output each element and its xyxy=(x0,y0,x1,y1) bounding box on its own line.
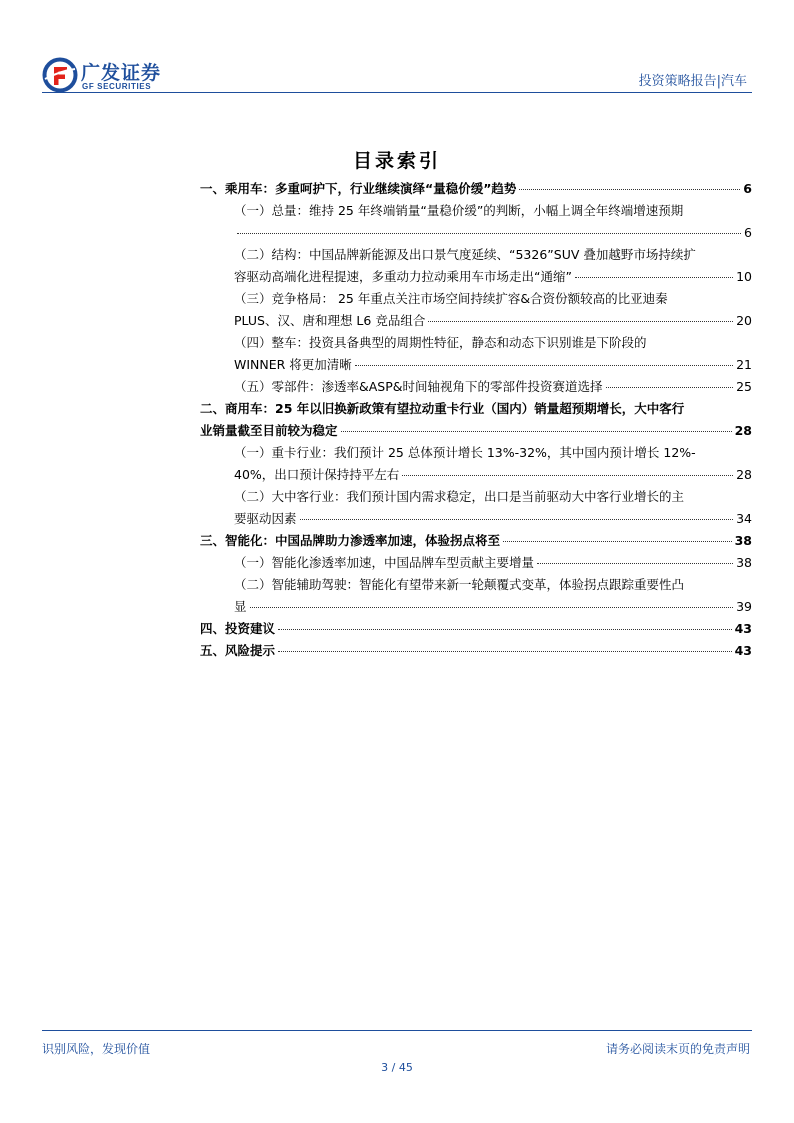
header-divider xyxy=(42,92,752,93)
footer-disclaimer: 请务必阅读末页的免责声明 xyxy=(605,1042,750,1056)
toc-page-number: 10 xyxy=(736,269,752,284)
toc-entry[interactable] xyxy=(200,244,752,288)
toc-entry-text: （一）总量：维持 25 年终端销量“量稳价缓”的判断，小幅上调全年终端增速预期 xyxy=(234,203,684,218)
toc-entry-text: 业销量截至目前较为稳定 xyxy=(200,423,338,438)
toc-entry[interactable] xyxy=(200,574,752,618)
toc-entry[interactable] xyxy=(200,442,752,486)
toc-entry-text: 显 xyxy=(234,599,247,614)
toc-entry-text: 容驱动高端化进程提速，多重动力拉动乘用车市场走出“通缩” xyxy=(234,269,572,284)
toc-title: 目录索引 xyxy=(352,150,441,172)
toc-entry-text: PLUS、汉、唐和理想 L6 竞品组合 xyxy=(234,313,426,328)
toc-entry-text: 五、风险提示 xyxy=(200,643,276,658)
toc-page-number: 20 xyxy=(736,313,752,328)
toc-dot-leader xyxy=(300,519,734,520)
gf-securities-logo xyxy=(42,57,172,93)
toc-dot-leader xyxy=(250,607,734,608)
toc-entry-text: 一、乘用车：多重呵护下，行业继续演绎“量稳价缓”趋势 xyxy=(200,181,517,196)
toc-page-number: 38 xyxy=(734,533,752,548)
toc-entry[interactable] xyxy=(200,640,752,662)
toc-dot-leader xyxy=(503,541,732,542)
toc-dot-leader xyxy=(237,233,741,234)
footer-divider xyxy=(42,1030,752,1031)
toc-entry[interactable] xyxy=(200,200,752,244)
toc-entry[interactable] xyxy=(200,332,752,376)
toc-entry-text: （二）智能辅助驾驶：智能化有望带来新一轮颠覆式变革，体验拐点跟踪重要性凸 xyxy=(234,577,685,592)
toc-page-number: 6 xyxy=(744,225,752,240)
toc-entry-text: 40%，出口预计保持持平左右 xyxy=(234,467,400,482)
toc-dot-leader xyxy=(402,475,733,476)
toc-entry-text: 三、智能化：中国品牌助力渗透率加速，体验拐点将至 xyxy=(200,533,501,548)
toc-entry[interactable] xyxy=(200,486,752,530)
toc-page-number: 43 xyxy=(734,621,752,636)
toc-entry[interactable] xyxy=(200,530,752,552)
toc-page-number: 28 xyxy=(734,423,752,438)
toc-page-number: 21 xyxy=(736,357,752,372)
report-category: 投资策略报告|汽车 xyxy=(638,74,747,89)
toc-entry-text: （三）竞争格局： 25 年重点关注市场空间持续扩容&合资份额较高的比亚迪秦 xyxy=(234,291,668,306)
toc-page-number: 25 xyxy=(736,379,752,394)
toc-entry-text: （四）整车：投资具备典型的周期性特征，静态和动态下识别谁是下阶段的 xyxy=(234,335,647,350)
toc-entry-text: （一）智能化渗透率加速，中国品牌车型贡献主要增量 xyxy=(234,555,535,570)
page-header xyxy=(0,0,794,100)
toc-entry[interactable] xyxy=(200,288,752,332)
toc-entry[interactable] xyxy=(200,398,752,442)
toc-entry-text: （五）零部件：渗透率&ASP&时间轴视角下的零部件投资赛道选择 xyxy=(234,379,603,394)
toc-page-number: 38 xyxy=(736,555,752,570)
logo-english-name: GF SECURITIES xyxy=(82,82,152,91)
toc-entry-text: WINNER 将更加清晰 xyxy=(234,357,352,372)
toc-dot-leader xyxy=(428,321,733,322)
toc-entry-text: （二）大中客行业：我们预计国内需求稳定，出口是当前驱动大中客行业增长的主 xyxy=(234,489,685,504)
toc-entry-text: 二、商用车：25 年以旧换新政策有望拉动重卡行业（国内）销量超预期增长，大中客行 xyxy=(200,401,685,416)
toc-dot-leader xyxy=(278,651,732,652)
toc-entry[interactable] xyxy=(200,376,752,398)
toc-entry-text: 四、投资建议 xyxy=(200,621,276,636)
page-number: 3 / 45 xyxy=(381,1061,413,1074)
toc-page-number: 39 xyxy=(736,599,752,614)
toc-dot-leader xyxy=(355,365,733,366)
footer-slogan: 识别风险，发现价值 xyxy=(42,1042,151,1056)
toc-dot-leader xyxy=(606,387,734,388)
gf-logo-icon xyxy=(42,57,78,93)
toc-page-number: 43 xyxy=(734,643,752,658)
toc-dot-leader xyxy=(341,431,732,432)
toc-entry[interactable] xyxy=(200,552,752,574)
toc-entry-text: （一）重卡行业：我们预计 25 总体预计增长 13%-32%，其中国内预计增长 12%- xyxy=(234,445,696,460)
toc-entry-text: 要驱动因素 xyxy=(234,511,297,526)
toc-dot-leader xyxy=(575,277,733,278)
toc-entry-text: （二）结构：中国品牌新能源及出口景气度延续、“5326”SUV 叠加越野市场持续扩 xyxy=(234,247,696,262)
toc-page-number: 28 xyxy=(736,467,752,482)
toc-entry[interactable] xyxy=(200,618,752,640)
toc-entry[interactable] xyxy=(200,178,752,200)
toc-dot-leader xyxy=(519,189,740,190)
toc-page-number: 6 xyxy=(743,181,752,196)
toc-dot-leader xyxy=(537,563,733,564)
toc-dot-leader xyxy=(278,629,732,630)
logo-chinese-name: 广发证券 xyxy=(81,62,162,84)
toc-page-number: 34 xyxy=(736,511,752,526)
table-of-contents xyxy=(200,178,752,662)
